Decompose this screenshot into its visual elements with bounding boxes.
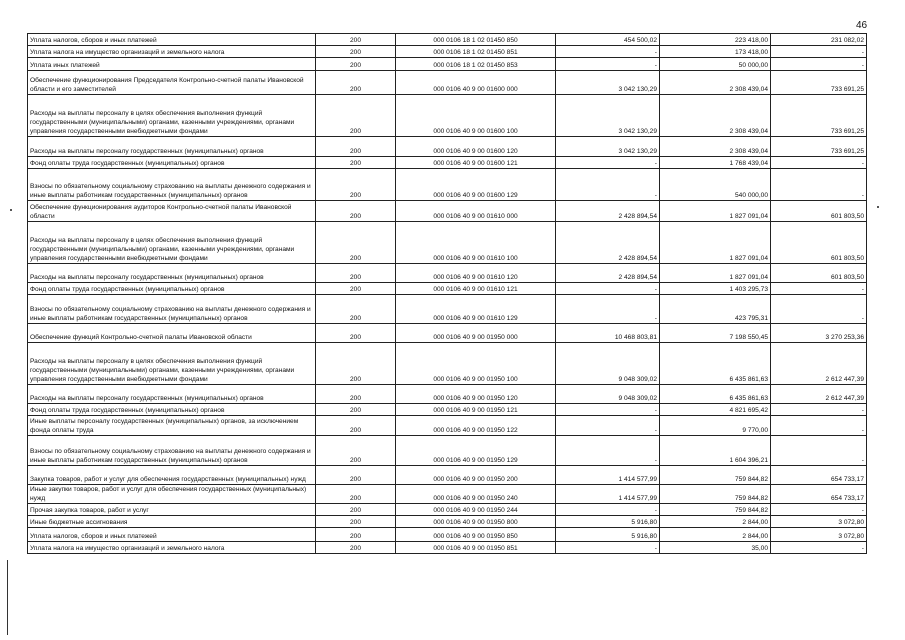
row-name-cell: Иные бюджетные ассигнования [28,516,316,528]
row-name-cell: Взносы по обязательному социальному страхованию на выплаты денежного содержания и иные выплаты работникам государственных (муниципальных) органов [28,436,316,466]
row-executed-value-cell: 2 308 439,04 [660,95,771,137]
row-unexecuted-value-cell: 3 072,80 [771,516,867,528]
row-executed-value-cell: 223 418,00 [660,34,771,46]
row-approved-value-cell: 2 428 894,54 [556,201,660,222]
row-line-code-cell: 200 [316,385,396,404]
row-unexecuted-value-cell: - [771,169,867,201]
row-classification-code-cell: 000 0106 40 9 00 01950 120 [396,385,556,404]
row-line-code-cell: 200 [316,466,396,485]
row-executed-value-cell: 1 827 091,04 [660,201,771,222]
row-line-code-cell: 200 [316,201,396,222]
row-unexecuted-value-cell: - [771,416,867,436]
row-unexecuted-value-cell: - [771,283,867,295]
table-row [28,436,867,466]
row-classification-code-cell: 000 0106 40 9 00 01950 244 [396,504,556,516]
row-line-code-cell: 200 [316,324,396,343]
table-row [28,201,867,222]
row-classification-code-cell: 000 0106 40 9 00 01610 100 [396,222,556,264]
row-name-cell: Фонд оплаты труда государственных (муниципальных) органов [28,404,316,416]
row-name-cell: Фонд оплаты труда государственных (муниципальных) органов [28,157,316,169]
row-line-code-cell: 200 [316,264,396,283]
scan-speck [877,206,879,208]
row-line-code-cell: 200 [316,528,396,542]
row-unexecuted-value-cell: - [771,504,867,516]
row-classification-code-cell: 000 0106 40 9 00 01600 100 [396,95,556,137]
table-row [28,264,867,283]
row-approved-value-cell: - [556,295,660,324]
row-unexecuted-value-cell: 601 803,50 [771,264,867,283]
row-executed-value-cell: 1 827 091,04 [660,222,771,264]
table-row [28,416,867,436]
row-unexecuted-value-cell: 733 691,25 [771,95,867,137]
table-row [28,295,867,324]
row-executed-value-cell: 759 844,82 [660,504,771,516]
row-approved-value-cell: 454 500,02 [556,34,660,46]
row-approved-value-cell: 2 428 894,54 [556,222,660,264]
row-name-cell: Расходы на выплаты персоналу в целях обеспечения выполнения функций государственными (муниципальными) органами, казенными учреждениями, органами управления государственными внебюджетными фондами [28,95,316,137]
row-approved-value-cell: 3 042 130,29 [556,137,660,157]
row-executed-value-cell: 35,00 [660,542,771,554]
row-name-cell: Обеспечение функционирования аудиторов Контрольно-счетной палаты Ивановской области [28,201,316,222]
row-approved-value-cell: - [556,404,660,416]
row-name-cell: Уплата налога на имущество организаций и земельного налога [28,46,316,58]
row-classification-code-cell: 000 0106 18 1 02 01450 851 [396,46,556,58]
table-row [28,95,867,137]
row-classification-code-cell: 000 0106 40 9 00 01610 000 [396,201,556,222]
table-row [28,485,867,504]
row-approved-value-cell: 9 048 309,02 [556,343,660,385]
row-name-cell: Уплата иных платежей [28,58,316,71]
row-classification-code-cell: 000 0106 40 9 00 01950 200 [396,466,556,485]
row-line-code-cell: 200 [316,157,396,169]
page-number: 46 [856,20,868,31]
table-row [28,404,867,416]
row-executed-value-cell: 9 770,00 [660,416,771,436]
row-approved-value-cell: - [556,58,660,71]
row-unexecuted-value-cell: - [771,295,867,324]
row-approved-value-cell: 5 916,80 [556,516,660,528]
row-line-code-cell: 200 [316,34,396,46]
row-line-code-cell: 200 [316,343,396,385]
row-name-cell: Фонд оплаты труда государственных (муниципальных) органов [28,283,316,295]
row-executed-value-cell: 50 000,00 [660,58,771,71]
table-row [28,169,867,201]
row-unexecuted-value-cell: 654 733,17 [771,485,867,504]
table-row [28,58,867,71]
row-name-cell: Закупка товаров, работ и услуг для обеспечения государственных (муниципальных) нужд [28,466,316,485]
row-executed-value-cell: 6 435 861,63 [660,343,771,385]
table-row [28,71,867,95]
row-name-cell: Взносы по обязательному социальному страхованию на выплаты денежного содержания и иные выплаты работникам государственных (муниципальных) органов [28,169,316,201]
row-classification-code-cell: 000 0106 40 9 00 01600 129 [396,169,556,201]
row-line-code-cell: 200 [316,436,396,466]
row-name-cell: Расходы на выплаты персоналу в целях обеспечения выполнения функций государственными (муниципальными) органами, казенными учреждениями, органами управления государственными внебюджетными фондами [28,222,316,264]
row-executed-value-cell: 759 844,82 [660,466,771,485]
row-classification-code-cell: 000 0106 40 9 00 01600 120 [396,137,556,157]
row-approved-value-cell: 3 042 130,29 [556,71,660,95]
row-classification-code-cell: 000 0106 40 9 00 01950 121 [396,404,556,416]
scan-speck [10,209,12,211]
row-line-code-cell: 200 [316,485,396,504]
row-classification-code-cell: 000 0106 40 9 00 01950 800 [396,516,556,528]
row-name-cell: Уплата налогов, сборов и иных платежей [28,528,316,542]
row-unexecuted-value-cell: - [771,436,867,466]
row-name-cell: Уплата налога на имущество организаций и земельного налога [28,542,316,554]
table-row [28,385,867,404]
row-approved-value-cell: 3 042 130,29 [556,95,660,137]
row-line-code-cell: 200 [316,404,396,416]
row-classification-code-cell: 000 0106 40 9 00 01610 120 [396,264,556,283]
row-executed-value-cell: 423 795,31 [660,295,771,324]
row-name-cell: Расходы на выплаты персоналу государственных (муниципальных) органов [28,137,316,157]
table-row [28,157,867,169]
row-unexecuted-value-cell: - [771,58,867,71]
row-approved-value-cell: - [556,169,660,201]
row-unexecuted-value-cell: 601 803,50 [771,201,867,222]
row-approved-value-cell: 10 468 803,81 [556,324,660,343]
row-classification-code-cell: 000 0106 40 9 00 01600 121 [396,157,556,169]
row-executed-value-cell: 173 418,00 [660,46,771,58]
row-executed-value-cell: 7 198 550,45 [660,324,771,343]
row-line-code-cell: 200 [316,542,396,554]
table-row [28,283,867,295]
table-row [28,222,867,264]
row-name-cell: Уплата налогов, сборов и иных платежей [28,34,316,46]
table-row [28,528,867,542]
row-approved-value-cell: 2 428 894,54 [556,264,660,283]
row-name-cell: Иные закупки товаров, работ и услуг для обеспечения государственных (муниципальных) нужд [28,485,316,504]
row-unexecuted-value-cell: 654 733,17 [771,466,867,485]
row-line-code-cell: 200 [316,295,396,324]
row-unexecuted-value-cell: - [771,404,867,416]
expenditure-table [27,33,867,554]
row-name-cell: Расходы на выплаты персоналу государственных (муниципальных) органов [28,264,316,283]
table-row [28,516,867,528]
row-name-cell: Расходы на выплаты персоналу государственных (муниципальных) органов [28,385,316,404]
row-approved-value-cell: 5 916,80 [556,528,660,542]
row-approved-value-cell: - [556,416,660,436]
row-executed-value-cell: 540 000,00 [660,169,771,201]
row-unexecuted-value-cell: 733 691,25 [771,71,867,95]
row-unexecuted-value-cell: 231 082,02 [771,34,867,46]
row-classification-code-cell: 000 0106 40 9 00 01600 000 [396,71,556,95]
row-name-cell: Расходы на выплаты персоналу в целях обеспечения выполнения функций государственными (муниципальными) органами, казенными учреждениями, органами управления государственными внебюджетными фондами [28,343,316,385]
row-approved-value-cell: - [556,542,660,554]
row-unexecuted-value-cell: 2 612 447,39 [771,343,867,385]
row-line-code-cell: 200 [316,222,396,264]
row-classification-code-cell: 000 0106 40 9 00 01950 851 [396,542,556,554]
row-line-code-cell: 200 [316,516,396,528]
row-unexecuted-value-cell: - [771,542,867,554]
row-classification-code-cell: 000 0106 40 9 00 01950 850 [396,528,556,542]
row-classification-code-cell: 000 0106 40 9 00 01950 129 [396,436,556,466]
row-unexecuted-value-cell: 2 612 447,39 [771,385,867,404]
row-classification-code-cell: 000 0106 18 1 02 01450 853 [396,58,556,71]
row-unexecuted-value-cell: 3 072,80 [771,528,867,542]
row-line-code-cell: 200 [316,169,396,201]
row-classification-code-cell: 000 0106 18 1 02 01450 850 [396,34,556,46]
table-row [28,137,867,157]
row-approved-value-cell: - [556,283,660,295]
row-classification-code-cell: 000 0106 40 9 00 01950 122 [396,416,556,436]
row-approved-value-cell: - [556,157,660,169]
table-row [28,466,867,485]
row-approved-value-cell: 1 414 577,99 [556,466,660,485]
row-executed-value-cell: 2 308 439,04 [660,71,771,95]
table-row [28,504,867,516]
row-approved-value-cell: - [556,46,660,58]
row-unexecuted-value-cell: - [771,46,867,58]
row-unexecuted-value-cell: 3 270 253,36 [771,324,867,343]
row-name-cell: Обеспечение функций Контрольно-счетной палаты Ивановской области [28,324,316,343]
row-line-code-cell: 200 [316,137,396,157]
row-approved-value-cell: 1 414 577,99 [556,485,660,504]
row-approved-value-cell: - [556,504,660,516]
row-executed-value-cell: 1 827 091,04 [660,264,771,283]
row-executed-value-cell: 4 821 695,42 [660,404,771,416]
row-line-code-cell: 200 [316,283,396,295]
row-line-code-cell: 200 [316,95,396,137]
table-row [28,324,867,343]
table-row [28,542,867,554]
row-line-code-cell: 200 [316,416,396,436]
row-executed-value-cell: 2 844,00 [660,516,771,528]
row-executed-value-cell: 1 403 295,73 [660,283,771,295]
row-line-code-cell: 200 [316,46,396,58]
row-classification-code-cell: 000 0106 40 9 00 01610 129 [396,295,556,324]
row-unexecuted-value-cell: 733 691,25 [771,137,867,157]
row-executed-value-cell: 2 308 439,04 [660,137,771,157]
row-executed-value-cell: 1 604 396,21 [660,436,771,466]
row-line-code-cell: 200 [316,58,396,71]
table-body [28,34,867,554]
row-executed-value-cell: 6 435 861,63 [660,385,771,404]
row-approved-value-cell: 9 048 309,02 [556,385,660,404]
row-name-cell: Взносы по обязательному социальному страхованию на выплаты денежного содержания и иные выплаты работникам государственных (муниципальных) органов [28,295,316,324]
row-classification-code-cell: 000 0106 40 9 00 01950 240 [396,485,556,504]
table-row [28,46,867,58]
row-name-cell: Обеспечение функционирования Председателя Контрольно-счетной палаты Ивановской области и его заместителей [28,71,316,95]
row-line-code-cell: 200 [316,71,396,95]
table-row [28,34,867,46]
row-classification-code-cell: 000 0106 40 9 00 01610 121 [396,283,556,295]
binding-margin-line [7,560,8,635]
row-line-code-cell: 200 [316,504,396,516]
row-executed-value-cell: 1 768 439,04 [660,157,771,169]
row-executed-value-cell: 2 844,00 [660,528,771,542]
row-classification-code-cell: 000 0106 40 9 00 01950 100 [396,343,556,385]
table-row [28,343,867,385]
row-unexecuted-value-cell: 601 803,50 [771,222,867,264]
row-name-cell: Иные выплаты персоналу государственных (муниципальных) органов, за исключением фонда оплаты труда [28,416,316,436]
row-name-cell: Прочая закупка товаров, работ и услуг [28,504,316,516]
row-unexecuted-value-cell: - [771,157,867,169]
row-approved-value-cell: - [556,436,660,466]
row-executed-value-cell: 759 844,82 [660,485,771,504]
row-classification-code-cell: 000 0106 40 9 00 01950 000 [396,324,556,343]
